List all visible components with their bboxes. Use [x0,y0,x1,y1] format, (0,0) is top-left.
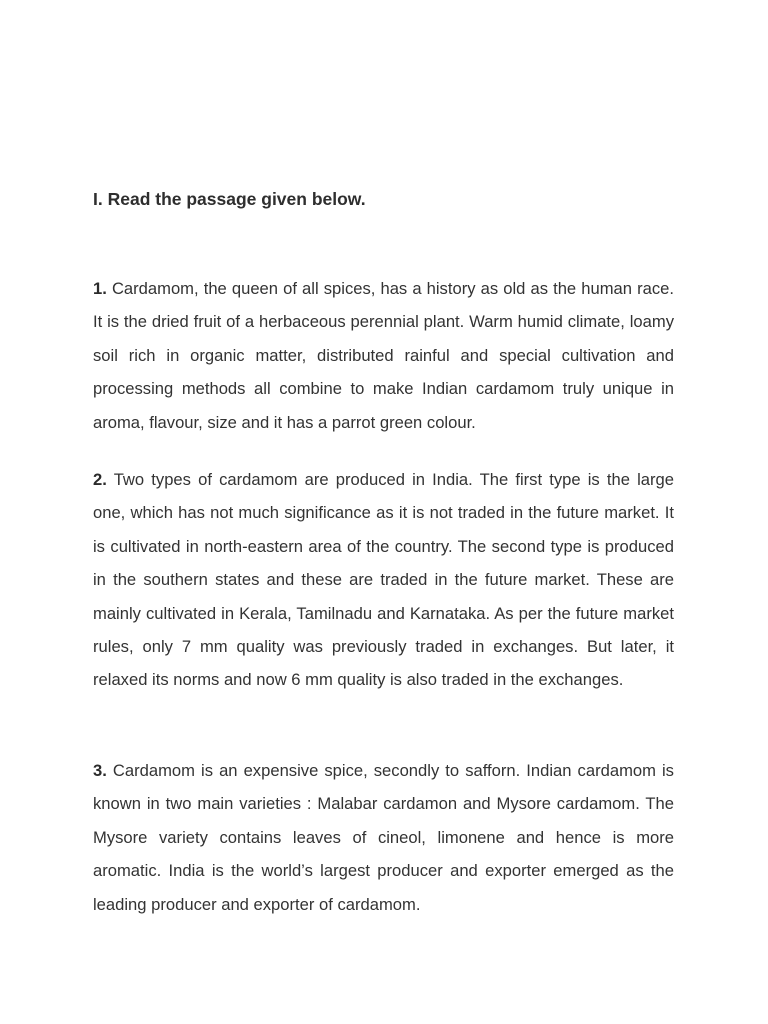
paragraph-2 [93,463,674,697]
paragraph-text: Two types of cardamom are produced in India. The first type is the large one, which has not much significance as it is not traded in the future market. It is cultivated in north-eastern area of the country. The second type is produced in the southern states and these are traded in the future market. These are mainly cultivated in Kerala, Tamilnadu and Karnataka. As per the future market rules, only 7 mm quality was previously traded in exchanges. But later, it relaxed its norms and now 6 mm quality is also traded in the exchanges. [93,470,674,690]
paragraph-text: Cardamom is an expensive spice, secondly to safforn. Indian cardamom is known in two main varieties : Malabar cardamon and Mysore cardamom. The Mysore variety contains leaves of cineol, limonene and hence is more aromatic. India is the world’s largest producer and exporter emerged as the leading producer and exporter of cardamom. [93,761,674,914]
paragraph-1 [93,272,674,439]
paragraph-number: 3. [93,761,107,780]
section-heading: I. Read the passage given below. [93,189,366,209]
paragraph-text: Cardamom, the queen of all spices, has a history as old as the human race. It is the dried fruit of a herbaceous perennial plant. Warm humid climate, loamy soil rich in organic matter, distributed rainful and special cultivation and processing methods all combine to make Indian cardamom truly unique in aroma, flavour, size and it has a parrot green colour. [93,279,674,432]
paragraph-number: 2. [93,470,107,489]
paragraph-number: 1. [93,279,107,298]
paragraph-3 [93,754,674,921]
